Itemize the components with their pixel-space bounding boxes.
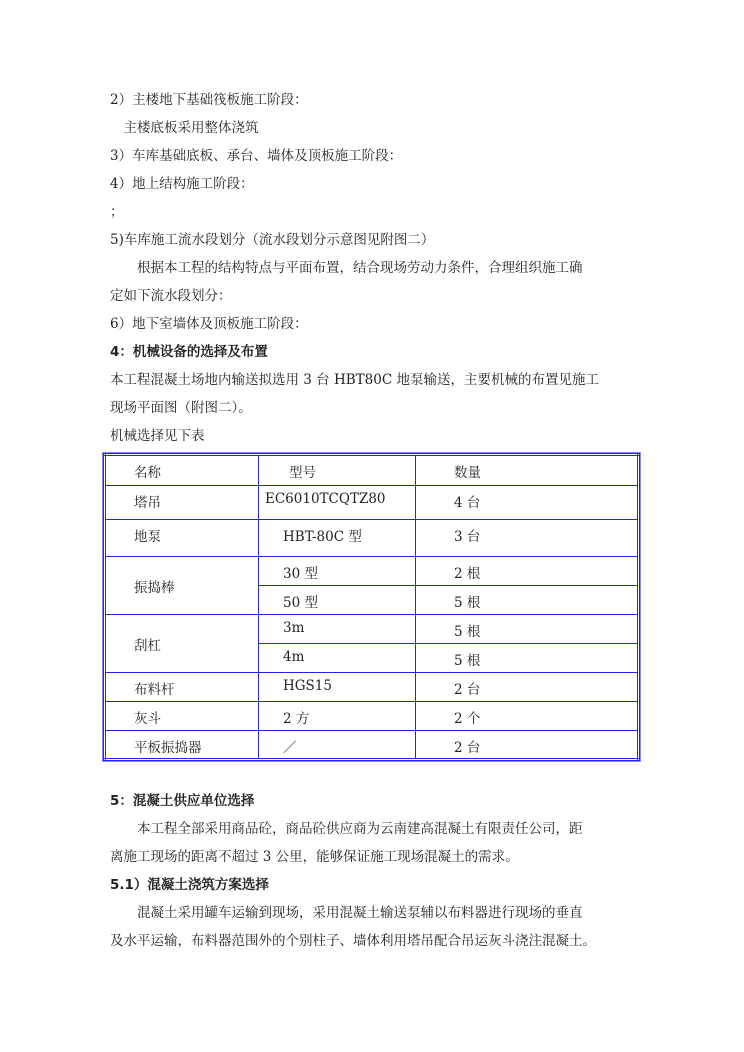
text-line: ； bbox=[110, 204, 124, 220]
table-row bbox=[105, 615, 639, 644]
text-line: 定如下流水段划分： bbox=[110, 288, 232, 304]
cell-model: 50 型 bbox=[283, 595, 318, 611]
table-row bbox=[105, 673, 639, 702]
cell-name: 平板振捣器 bbox=[134, 740, 202, 756]
text-line: 离施工现场的距离不超过 3 公里，能够保证施工现场混凝土的需求。 bbox=[110, 849, 519, 865]
text-line: 3）车库基础底板、承台、墙体及顶板施工阶段： bbox=[110, 148, 403, 164]
text-line: 本工程混凝土场地内输送拟选用 3 台 HBT80C 地泵输送，主要机械的布置见施工 bbox=[110, 372, 599, 388]
section-heading-4: 4：机械设备的选择及布置 bbox=[110, 344, 268, 360]
cell-quantity: 2 台 bbox=[454, 682, 481, 698]
section-heading-5: 5：混凝土供应单位选择 bbox=[110, 793, 255, 809]
text-line: 现场平面图（附图二）。 bbox=[110, 400, 252, 416]
cell-name: 塔吊 bbox=[134, 495, 161, 511]
section-heading-5-1: 5.1）混凝土浇筑方案选择 bbox=[110, 877, 269, 893]
cell-name: 灰斗 bbox=[134, 711, 161, 727]
text-line: 主楼底板采用整体浇筑 bbox=[110, 120, 259, 136]
cell-model: ／ bbox=[283, 740, 297, 756]
cell-name: 地泵 bbox=[134, 529, 161, 545]
table-header-row bbox=[105, 455, 639, 486]
table-row bbox=[105, 731, 639, 760]
text-line: 根据本工程的结构特点与平面布置，结合现场劳动力条件，合理组织施工确 bbox=[110, 260, 583, 276]
table-row bbox=[105, 486, 639, 520]
cell-quantity: 5 根 bbox=[454, 595, 481, 611]
cell-model: HGS15 bbox=[283, 678, 332, 694]
header-quantity: 数量 bbox=[454, 465, 481, 481]
text-line: 5)车库施工流水段划分（流水段划分示意图见附图二） bbox=[110, 232, 435, 248]
text-line: 混凝土采用罐车运输到现场，采用混凝土输送泵辅以布料器进行现场的垂直 bbox=[110, 905, 583, 921]
cell-model: 3m bbox=[283, 620, 305, 636]
table-caption: 机械选择见下表 bbox=[110, 428, 205, 444]
cell-quantity: 5 根 bbox=[454, 653, 481, 669]
cell-model: HBT-80C 型 bbox=[283, 529, 362, 545]
header-model: 型号 bbox=[289, 465, 316, 481]
text-line: 4）地上结构施工阶段： bbox=[110, 176, 254, 192]
text-line: 及水平运输，布料器范围外的个别柱子、墙体利用塔吊配合吊运灰斗浇注混凝土。 bbox=[110, 933, 596, 949]
header-name: 名称 bbox=[134, 465, 161, 481]
table-row bbox=[105, 557, 639, 586]
cell-model: 2 方 bbox=[283, 711, 310, 727]
cell-quantity: 4 台 bbox=[454, 495, 481, 511]
cell-quantity: 2 个 bbox=[454, 711, 481, 727]
cell-quantity: 2 台 bbox=[454, 740, 481, 756]
cell-model: 4m bbox=[283, 649, 305, 665]
table-row bbox=[105, 702, 639, 731]
cell-model: 30 型 bbox=[283, 566, 318, 582]
text-line: 6）地下室墙体及顶板施工阶段： bbox=[110, 316, 308, 332]
cell-quantity: 3 台 bbox=[454, 529, 481, 545]
cell-name: 刮杠 bbox=[134, 637, 161, 654]
cell-name: 振捣棒 bbox=[134, 579, 175, 596]
text-line: 2）主楼地下基础筏板施工阶段： bbox=[110, 92, 308, 108]
cell-quantity: 2 根 bbox=[454, 566, 481, 582]
text-line: 本工程全部采用商品砼，商品砼供应商为云南建高混凝土有限责任公司，距 bbox=[110, 821, 583, 837]
cell-name: 布料杆 bbox=[134, 682, 175, 698]
cell-quantity: 5 根 bbox=[454, 624, 481, 640]
table-row bbox=[105, 520, 639, 557]
machinery-table bbox=[103, 453, 640, 761]
cell-model: EC6010TCQTZ80 bbox=[265, 491, 386, 507]
